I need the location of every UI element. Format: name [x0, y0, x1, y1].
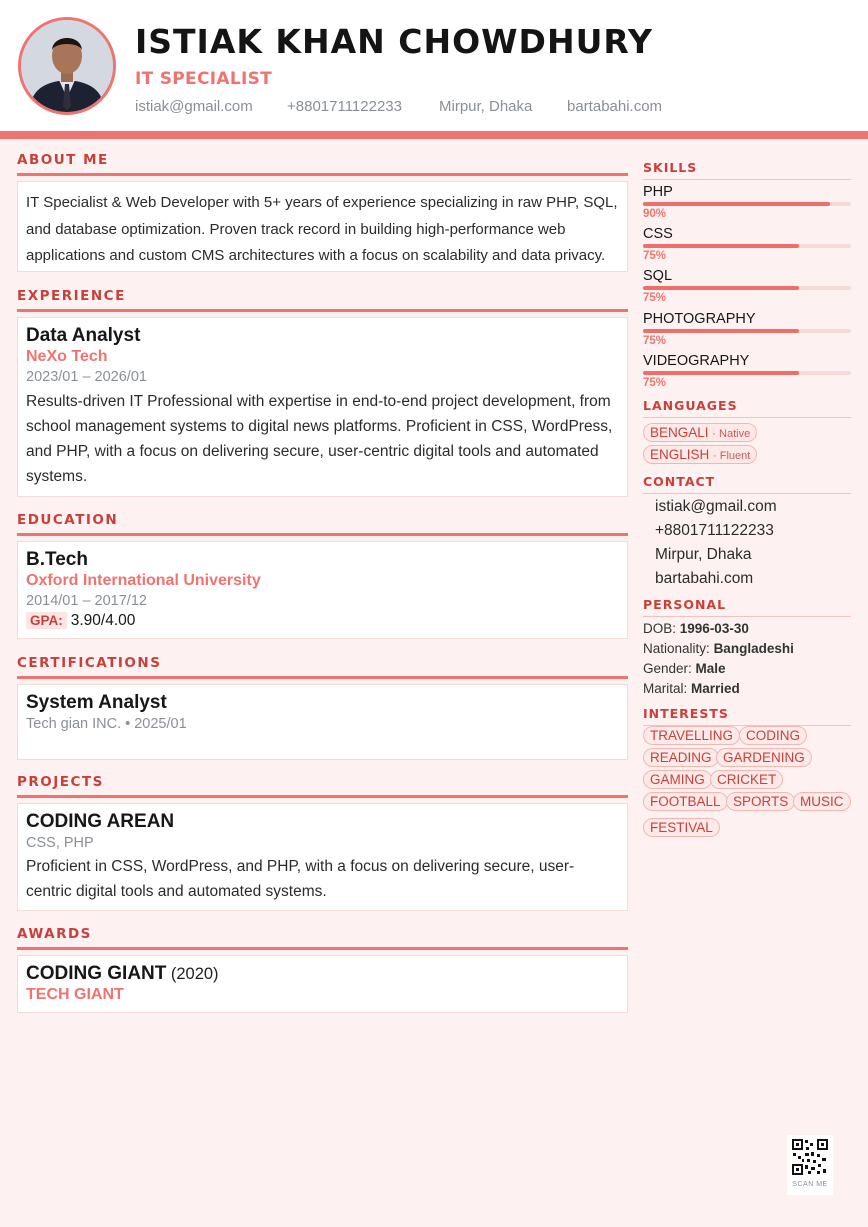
skill-percent: 90% [643, 208, 667, 220]
gpa-value: 3.90/4.00 [70, 612, 136, 629]
experience-card [17, 317, 628, 497]
personal-section-title: PERSONAL [643, 597, 851, 617]
skill-level-bar [643, 286, 851, 290]
gender-value: Male [695, 661, 726, 676]
resume-header [0, 0, 868, 131]
interest-tag: TRAVELLING [643, 726, 740, 745]
about-text: IT Specialist & Web Developer with 5+ years of experience specializing in raw PHP, SQL, and database optimization. Proven track record in building high-performance web applications and custom CMS architectures with a focus on scalability and data privacy. [26, 194, 618, 264]
candidate-name: ISTIAK KHAN CHOWDHURY [135, 22, 653, 61]
qr-label: SCAN ME [792, 1181, 828, 1188]
skill-name: SQL [643, 268, 673, 285]
skill-level-fill [643, 202, 830, 206]
skill-level-bar [643, 329, 851, 333]
certifications-section-title: CERTIFICATIONS [17, 655, 628, 679]
job-description: Results-driven IT Professional with expertise in end-to-end project development, from school management systems to digital news platforms. Proficient in CSS, WordPress, and PHP, with a focus on delivering secure, user-centric digital tools and automated systems. [26, 393, 613, 485]
certification-issuer: Tech gian INC. • 2025/01 [26, 716, 187, 732]
header-website[interactable]: bartabahi.com [567, 98, 663, 115]
gpa-row [26, 612, 619, 630]
qr-code[interactable] [787, 1135, 833, 1195]
skill-level-fill [643, 329, 799, 333]
header-phone[interactable]: +8801711122233 [287, 98, 402, 115]
nationality-label: Nationality: [643, 641, 710, 656]
skill-percent: 75% [643, 292, 667, 305]
skill-name: VIDEOGRAPHY [643, 352, 750, 369]
header-accent-bar [0, 131, 868, 139]
personal-gender [643, 661, 726, 676]
about-card [17, 181, 628, 272]
certification-card [17, 684, 628, 760]
skill-percent: 75% [643, 376, 667, 389]
contact-location: Mirpur, Dhaka [655, 546, 752, 563]
contact-phone[interactable]: +8801711122233 [655, 522, 774, 539]
interest-tag: READING [643, 748, 719, 767]
projects-section-title: PROJECTS [17, 774, 628, 798]
skill-percent: 75% [643, 250, 667, 263]
gender-label: Gender: [643, 661, 692, 676]
personal-nationality [643, 641, 794, 656]
job-company: NeXo Tech [26, 348, 108, 365]
header-location: Mirpur, Dhaka [439, 98, 533, 115]
experience-section-title: EXPERIENCE [17, 288, 628, 312]
skill-level-fill [643, 286, 799, 290]
job-dates: 2023/01 – 2026/01 [26, 369, 147, 385]
skill-level-fill [643, 244, 799, 248]
dob-label: DOB: [643, 621, 677, 636]
skill-item [643, 184, 851, 220]
skill-item [643, 226, 851, 262]
language-level: · Native [712, 428, 751, 440]
gpa-label: GPA: [26, 612, 67, 629]
project-name: CODING AREAN [26, 811, 175, 832]
skill-item [643, 353, 851, 389]
interest-tag: MUSIC [793, 792, 851, 811]
project-tech: CSS, PHP [26, 835, 94, 851]
project-description: Proficient in CSS, WordPress, and PHP, with a focus on delivering secure, user-centric digital tools and automated systems. [26, 858, 575, 900]
language-name: ENGLISH [650, 447, 710, 462]
job-title: Data Analyst [26, 325, 141, 346]
interest-tag: SPORTS [726, 792, 795, 811]
skill-level-bar [643, 202, 851, 206]
personal-marital [643, 681, 740, 696]
contact-website[interactable]: bartabahi.com [655, 570, 754, 587]
qr-code-icon [791, 1138, 829, 1176]
interest-tag: FESTIVAL [643, 818, 720, 837]
profile-photo [18, 17, 116, 115]
person-portrait-icon [21, 20, 113, 112]
skill-name: PHOTOGRAPHY [643, 310, 756, 327]
interest-tag: CODING [739, 726, 807, 745]
language-item [643, 445, 757, 464]
language-level: · Fluent [713, 450, 751, 462]
interest-tag: GARDENING [716, 748, 812, 767]
project-card [17, 803, 628, 911]
skill-item [643, 268, 851, 304]
about-section-title: ABOUT ME [17, 152, 628, 176]
interests-section-title: INTERESTS [643, 706, 851, 726]
skill-name: PHP [643, 184, 673, 200]
skill-level-bar [643, 244, 851, 248]
degree-title: B.Tech [26, 549, 88, 570]
award-year: (2020) [170, 965, 219, 983]
education-card [17, 541, 628, 639]
nationality-value: Bangladeshi [713, 641, 794, 656]
language-item [643, 423, 757, 442]
education-dates: 2014/01 – 2017/12 [26, 593, 147, 609]
dob-value: 1996-03-30 [679, 621, 749, 636]
awards-section-title: AWARDS [17, 926, 628, 950]
language-name: BENGALI [650, 425, 709, 440]
skill-item [643, 311, 851, 347]
languages-section-title: LANGUAGES [643, 398, 851, 418]
skills-section-title: SKILLS [643, 160, 851, 180]
education-section-title: EDUCATION [17, 512, 628, 536]
interest-tag: FOOTBALL [643, 792, 728, 811]
award-name: CODING GIANT [26, 963, 167, 984]
award-card [17, 955, 628, 1013]
skill-name: CSS [643, 226, 673, 243]
contact-section-title: CONTACT [643, 474, 851, 494]
marital-value: Married [691, 681, 740, 696]
skill-percent: 75% [643, 334, 667, 347]
school-name: Oxford International University [26, 572, 261, 589]
interest-tag: GAMING [643, 770, 712, 789]
contact-email[interactable]: istiak@gmail.com [655, 498, 777, 515]
certification-name: System Analyst [26, 692, 167, 713]
award-issuer: TECH GIANT [26, 986, 124, 1003]
personal-dob [643, 621, 749, 636]
skill-level-fill [643, 371, 799, 375]
skill-level-bar [643, 371, 851, 375]
interest-tag: CRICKET [710, 770, 783, 789]
header-email[interactable]: istiak@gmail.com [135, 98, 253, 115]
marital-label: Marital: [643, 681, 688, 696]
candidate-role: IT SPECIALIST [135, 69, 273, 89]
